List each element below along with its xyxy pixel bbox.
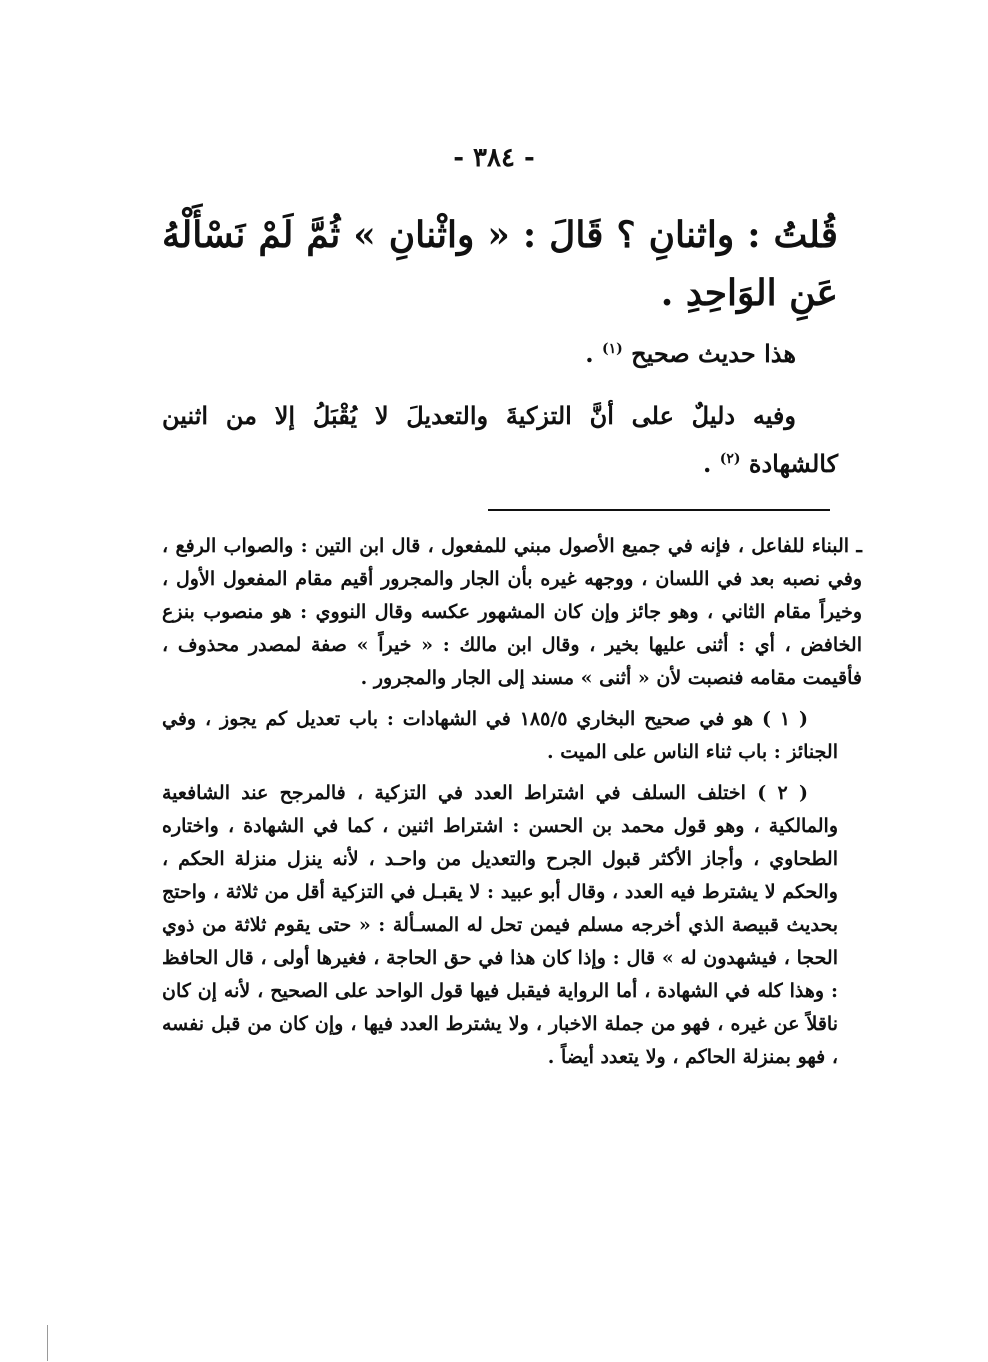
hadith-grading — [162, 334, 838, 374]
footnote-1: ( ١ ) هو في صحيح البخاري ١٨٥/٥ في الشهادات : باب تعديل كم يجوز ، وفي الجنائز : باب ثناء الناس على الميت . — [162, 708, 838, 763]
footnote-2: ( ٢ ) اختلف السلف في اشتراط العدد في التزكية ، فالمرجح عند الشافعية والمالكية ، وهو قول محمد بن الحسن : اشتراط اثنين ، كما في الشهادة ، واختاره الطحاوي ، وأجاز الأكثر قبول الجرح والتعديل من واحـد ، لأنه ينزل منزلة الحكم ، والحكم لا يشترط فيه العدد ، وقال أبو عبيد : لا يقبـل في التزكية أقل من ثلاثة ، واحتج بحديث قبيصة الذي أخرجه مسلم فيمن تحل له المسـألة : « حتى يقوم ثلاثة من ذوي الحجا ، فيشهدون له » قال : وإذا كان هذا في حق الحاجة ، فغيرها أولى ، قال الحافظ : وهذا كله في الشهادة ، أما الرواية فيقبل فيها قول الواحد على الصحيح ، لأنه إن كان ناقلاً عن غيره ، فهو من جملة الاخبار ، ولا يشترط العدد فيها ، وإن كان من قبل نفسه ، فهو بمنزلة الحاكم ، ولا يتعدد أيضاً . — [162, 782, 838, 1068]
footnote-continued: ـ البناء للفاعل ، فإنه في جميع الأصول مبني للمفعول ، قال ابن التين : والصواب الرفع ، وفي نصبه بعد في اللسان ، ووجهه غيره بأن الجار والمجرور أقيم مقام المفعول الأول ، وخيراً مقام الثاني ، وهو جائز وإن كان المشهور عكسه وقال النووي : هو منصوب بنزع الخافض ، أي : أثنى عليها بخير ، وقال ابن مالك : « خيراً » صفة لمصدر محذوف ، فأقيمت مقامه فنصبت لأن « أثنى » مسند إلى الجار والمجرور . — [162, 535, 862, 689]
footnote-separator — [488, 509, 830, 511]
grading-end: . — [585, 339, 602, 368]
commentary-end: . — [703, 449, 720, 478]
grading-text: هذا حديث صحيح — [631, 339, 796, 368]
commentary-paragraph — [162, 392, 838, 488]
page-number: - ٣٨٤ - — [453, 143, 535, 173]
scan-edge-mark — [47, 1325, 48, 1361]
commentary-text: وفيه دليلٌ على أنَّ التزكيةَ والتعديلَ لا يُقْبَلُ إلا من اثنين كالشهادة — [162, 401, 838, 478]
footnote-ref-2: (٢) — [719, 451, 741, 467]
footnotes-section — [162, 530, 862, 1082]
hadith-text: قُلتُ : واثنانِ ؟ قَالَ : « واثْنانِ » ثُمَّ لَمْ نَسْأَلْهُ عَنِ الوَاحِدِ . — [162, 214, 838, 314]
footnote-ref-1: (١) — [601, 341, 623, 357]
